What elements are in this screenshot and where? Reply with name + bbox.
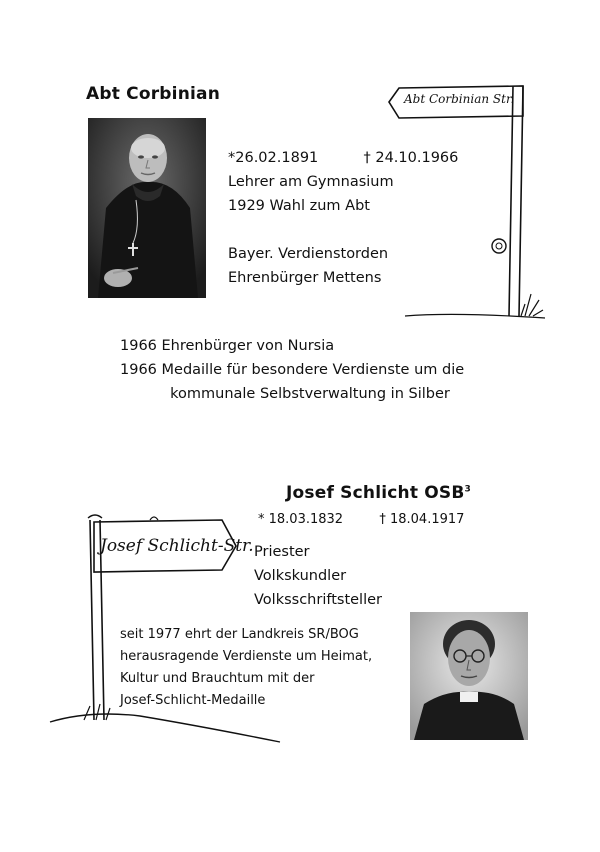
schlicht-award-line-1: seit 1977 ehrt der Landkreis SR/BOG xyxy=(120,627,359,642)
schlicht-died: † 18.04.1917 xyxy=(379,512,465,527)
schlicht-portrait xyxy=(410,612,528,740)
schlicht-award-line-4: Josef-Schlicht-Medaille xyxy=(120,693,266,708)
corbinian-honor-order: Bayer. Verdienstorden xyxy=(228,246,389,262)
corbinian-born: *26.02.1891 xyxy=(228,150,319,166)
corbinian-later-nursia: 1966 Ehrenbürger von Nursia xyxy=(120,338,335,354)
schlicht-sign-label: Josef Schlicht-Str. xyxy=(100,536,254,556)
schlicht-award xyxy=(120,624,372,712)
corbinian-line-abbot: 1929 Wahl zum Abt xyxy=(228,198,370,214)
corbinian-died: † 24.10.1966 xyxy=(363,150,459,166)
corbinian-later xyxy=(120,334,465,406)
corbinian-title: Abt Corbinian xyxy=(86,84,221,104)
corbinian-later-medal: 1966 Medaille für besondere Verdienste um die xyxy=(120,362,465,378)
corbinian-sign-label: Abt Corbinian Str. xyxy=(404,92,515,106)
schlicht-award-line-3: Kultur und Brauchtum mit der xyxy=(120,671,315,686)
schlicht-born: * 18.03.1832 xyxy=(258,512,344,527)
schlicht-title-sup: 3 xyxy=(464,484,471,495)
corbinian-portrait xyxy=(88,118,206,298)
schlicht-role-priest: Priester xyxy=(254,544,310,560)
schlicht-role-folklorist: Volkskundler xyxy=(254,568,347,584)
corbinian-line-teacher: Lehrer am Gymnasium xyxy=(228,174,394,190)
corbinian-later-silver: kommunale Selbstverwaltung in Silber xyxy=(170,386,450,402)
schlicht-title-text: Josef Schlicht OSB xyxy=(286,483,465,503)
schlicht-dates xyxy=(258,509,464,531)
schlicht-role-writer: Volksschriftsteller xyxy=(254,592,382,608)
corbinian-honor-citizen: Ehrenbürger Mettens xyxy=(228,270,382,286)
schlicht-title xyxy=(286,483,471,503)
schlicht-award-line-2: herausragende Verdienste um Heimat, xyxy=(120,649,373,664)
corbinian-street-sign-drawing xyxy=(385,80,545,320)
